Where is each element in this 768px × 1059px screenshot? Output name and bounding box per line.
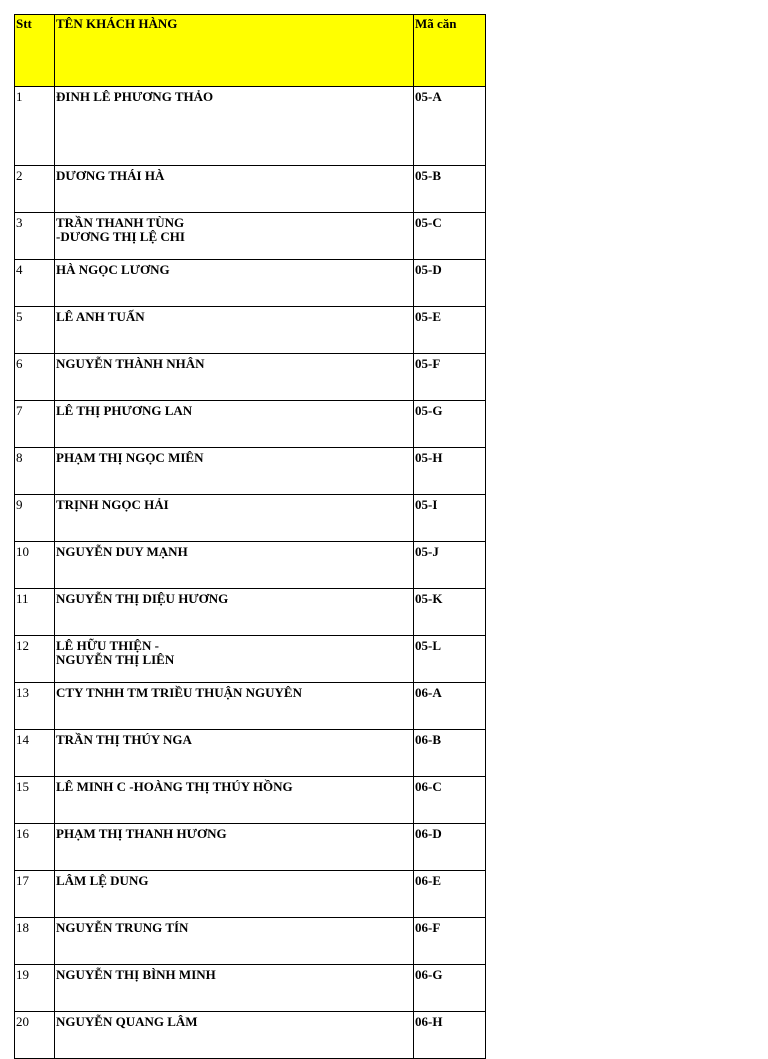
row-unit-code: 05-D — [414, 260, 486, 307]
row-customer-name: HÀ NGỌC LƯƠNG — [55, 260, 414, 307]
row-unit-code: 06-G — [414, 965, 486, 1012]
table-row — [15, 401, 486, 448]
row-stt: 2 — [15, 166, 55, 213]
customer-table — [14, 14, 486, 1059]
table-row — [15, 683, 486, 730]
row-customer-name: TRỊNH NGỌC HẢI — [55, 495, 414, 542]
row-customer-name: NGUYỄN TRUNG TÍN — [55, 918, 414, 965]
table-row — [15, 87, 486, 166]
header-row — [15, 15, 486, 87]
row-unit-code: 06-E — [414, 871, 486, 918]
row-unit-code: 06-D — [414, 824, 486, 871]
row-customer-name: TRẦN THANH TÙNG -DƯƠNG THỊ LỆ CHI — [55, 213, 414, 260]
row-customer-name: LÊ MINH C -HOÀNG THỊ THÚY HỒNG — [55, 777, 414, 824]
row-unit-code: 06-C — [414, 777, 486, 824]
row-stt: 5 — [15, 307, 55, 354]
row-stt: 7 — [15, 401, 55, 448]
row-stt: 9 — [15, 495, 55, 542]
row-stt: 19 — [15, 965, 55, 1012]
row-customer-name: TRẦN THỊ THÚY NGA — [55, 730, 414, 777]
row-customer-name: NGUYỄN DUY MẠNH — [55, 542, 414, 589]
table-row — [15, 260, 486, 307]
table-row — [15, 1012, 486, 1059]
row-customer-name: NGUYỄN QUANG LÂM — [55, 1012, 414, 1059]
table-row — [15, 636, 486, 683]
table-row — [15, 965, 486, 1012]
table-row — [15, 730, 486, 777]
table-row — [15, 166, 486, 213]
row-customer-name: LÊ ANH TUẤN — [55, 307, 414, 354]
row-unit-code: 05-F — [414, 354, 486, 401]
row-unit-code: 06-A — [414, 683, 486, 730]
row-stt: 16 — [15, 824, 55, 871]
row-stt: 14 — [15, 730, 55, 777]
row-customer-name: LÊ THỊ PHƯƠNG LAN — [55, 401, 414, 448]
row-unit-code: 05-J — [414, 542, 486, 589]
row-customer-name: ĐINH LÊ PHƯƠNG THẢO — [55, 87, 414, 166]
table-row — [15, 213, 486, 260]
row-stt: 1 — [15, 87, 55, 166]
table-row — [15, 354, 486, 401]
row-stt: 17 — [15, 871, 55, 918]
row-customer-name: NGUYỄN THỊ BÌNH MINH — [55, 965, 414, 1012]
row-unit-code: 05-I — [414, 495, 486, 542]
row-unit-code: 05-B — [414, 166, 486, 213]
row-unit-code: 05-H — [414, 448, 486, 495]
row-customer-name: NGUYỄN THÀNH NHÂN — [55, 354, 414, 401]
table-row — [15, 448, 486, 495]
row-unit-code: 05-L — [414, 636, 486, 683]
row-stt: 15 — [15, 777, 55, 824]
row-stt: 20 — [15, 1012, 55, 1059]
row-unit-code: 05-G — [414, 401, 486, 448]
row-unit-code: 05-E — [414, 307, 486, 354]
header-customer-name: TÊN KHÁCH HÀNG — [55, 15, 414, 87]
table-row — [15, 307, 486, 354]
table-row — [15, 918, 486, 965]
row-unit-code: 06-B — [414, 730, 486, 777]
row-unit-code: 06-F — [414, 918, 486, 965]
row-unit-code: 05-A — [414, 87, 486, 166]
table-row — [15, 777, 486, 824]
row-stt: 11 — [15, 589, 55, 636]
row-customer-name: PHẠM THỊ NGỌC MIÊN — [55, 448, 414, 495]
row-customer-name: PHẠM THỊ THANH HƯƠNG — [55, 824, 414, 871]
row-customer-name: LÊ HỮU THIỆN - NGUYỄN THỊ LIÊN — [55, 636, 414, 683]
row-stt: 10 — [15, 542, 55, 589]
header-stt: Stt — [15, 15, 55, 87]
row-stt: 18 — [15, 918, 55, 965]
row-stt: 6 — [15, 354, 55, 401]
row-unit-code: 06-H — [414, 1012, 486, 1059]
header-unit-code: Mã căn — [414, 15, 486, 87]
table-row — [15, 495, 486, 542]
row-customer-name: NGUYỄN THỊ DIỆU HƯƠNG — [55, 589, 414, 636]
row-stt: 12 — [15, 636, 55, 683]
row-stt: 3 — [15, 213, 55, 260]
row-stt: 13 — [15, 683, 55, 730]
row-customer-name: LÂM LỆ DUNG — [55, 871, 414, 918]
row-stt: 4 — [15, 260, 55, 307]
row-unit-code: 05-K — [414, 589, 486, 636]
table-row — [15, 824, 486, 871]
row-stt: 8 — [15, 448, 55, 495]
table-row — [15, 542, 486, 589]
row-unit-code: 05-C — [414, 213, 486, 260]
row-customer-name: DƯƠNG THÁI HÀ — [55, 166, 414, 213]
row-customer-name: CTY TNHH TM TRIỀU THUẬN NGUYÊN — [55, 683, 414, 730]
table-row — [15, 871, 486, 918]
table-row — [15, 589, 486, 636]
